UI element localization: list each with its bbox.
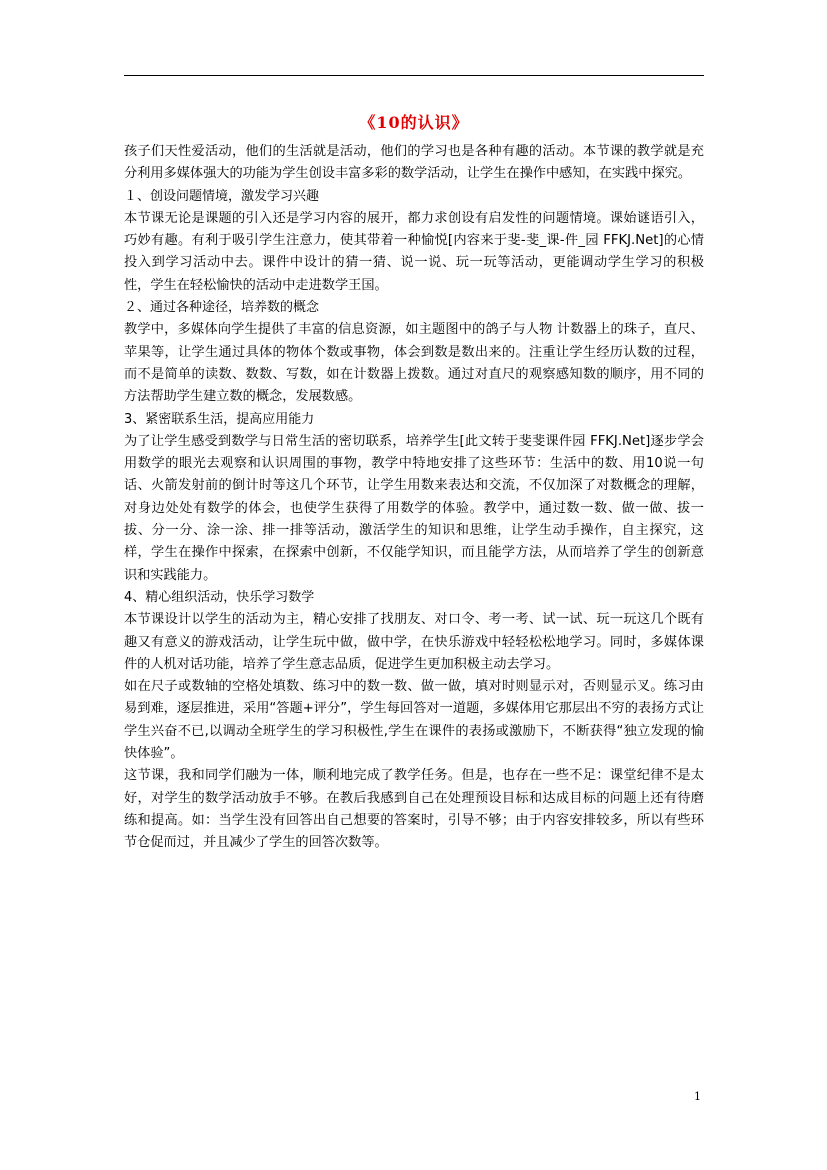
section-heading-4: 4、精心组织活动，快乐学习数学 [124, 589, 315, 605]
section-paragraph-1: 本节课无论是课题的引入还是学习内容的展开，都力求创设有启发性的问题情境。课始谜语引入，巧妙有趣。有利于吸引学生注意力，使其带着一种愉悦[内容来于斐-斐_课-件_园 FFKJ.Net]的心情投入到学习活动中去。课件中设计的猜一猜、说一说、玩一玩等活动，更能调动学生学习的积极性，学生在轻松愉快的活动中走进数学王国。 [124, 210, 704, 293]
section-paragraph-5: 如在尺子或数轴的空格处填数、练习中的数一数、做一做，填对时则显示对，否则显示叉。练习由易到难，逐层推进，采用“答题+评分”，学生每回答对一道题，多媒体用它那层出不穷的表扬方式让学生兴奋不已,以调动全班学生的学习积极性,学生在课件的表扬或激励下，不断获得“独立发现的愉快体验”。 [124, 679, 704, 762]
section-heading-1: １、创设问题情境，激发学习兴趣 [124, 188, 320, 204]
section-heading-3: 3、紧密联系生活，提高应用能力 [124, 411, 315, 427]
document-title: 《10的认识》 [359, 113, 469, 132]
section-heading-2: ２、通过各种途径，培养数的概念 [124, 300, 320, 316]
section-paragraph-4: 本节课设计以学生的活动为主，精心安排了找朋友、对口令、考一考、试一试、玩一玩这几个既有趣又有意义的游戏活动，让学生玩中做，做中学，在快乐游戏中轻轻松松地学习。同时，多媒体课件的人机对话功能，培养了学生意志品质，促进学生更加积极主动去学习。 [124, 612, 704, 672]
document-body [124, 141, 704, 855]
page-number: 1 [694, 1090, 701, 1103]
section-paragraph-3: 为了让学生感受到数学与日常生活的密切联系，培养学生[此文转于斐斐课件园 FFKJ.Net]逐步学会用数学的眼光去观察和认识周围的事物，教学中特地安排了这些环节：生活中的数、用10说一句话、火箭发射前的倒计时等这几个环节，让学生用数来表达和交流，不仅加深了对数概念的理解，对身边处处有数学的体会，也使学生获得了用数学的体验。教学中，通过数一数、做一做、拔一拔、分一分、涂一涂、排一排等活动，激活学生的知识和思维，让学生动手操作，自主探究，这样，学生在操作中探索，在探索中创新，不仅能学知识，而且能学方法，从而培养了学生的创新意识和实践能力。 [124, 433, 704, 583]
intro-paragraph: 孩子们天性爱活动，他们的生活就是活动，他们的学习也是各种有趣的活动。本节课的教学就是充分利用多媒体强大的功能为学生创设丰富多彩的数学活动，让学生在操作中感知，在实践中探究。 [124, 144, 704, 182]
section-paragraph-2: 教学中，多媒体向学生提供了丰富的信息资源，如主题图中的鸽子与人物 计数器上的珠子，直尺、苹果等，让学生通过具体的物体个数或事物，体会到数是数出来的。注重让学生经历认数的过程，而不是简单的读数、数数、写数，如在计数器上拨数。通过对直尺的观察感知数的顺序，用不同的方法帮助学生建立数的概念，发展数感。 [124, 322, 704, 405]
reflection-paragraph: 这节课，我和同学们融为一体，顺利地完成了教学任务。但是，也存在一些不足：课堂纪律不是太好，对学生的数学活动放手不够。在教后我感到自己在处理预设目标和达成目标的问题上还有待磨练和提高。如：当学生没有回答出自己想要的答案时，引导不够；由于内容安排较多，所以有些环节仓促而过，并且减少了学生的回答次数等。 [124, 768, 704, 851]
header-rule [124, 75, 704, 76]
